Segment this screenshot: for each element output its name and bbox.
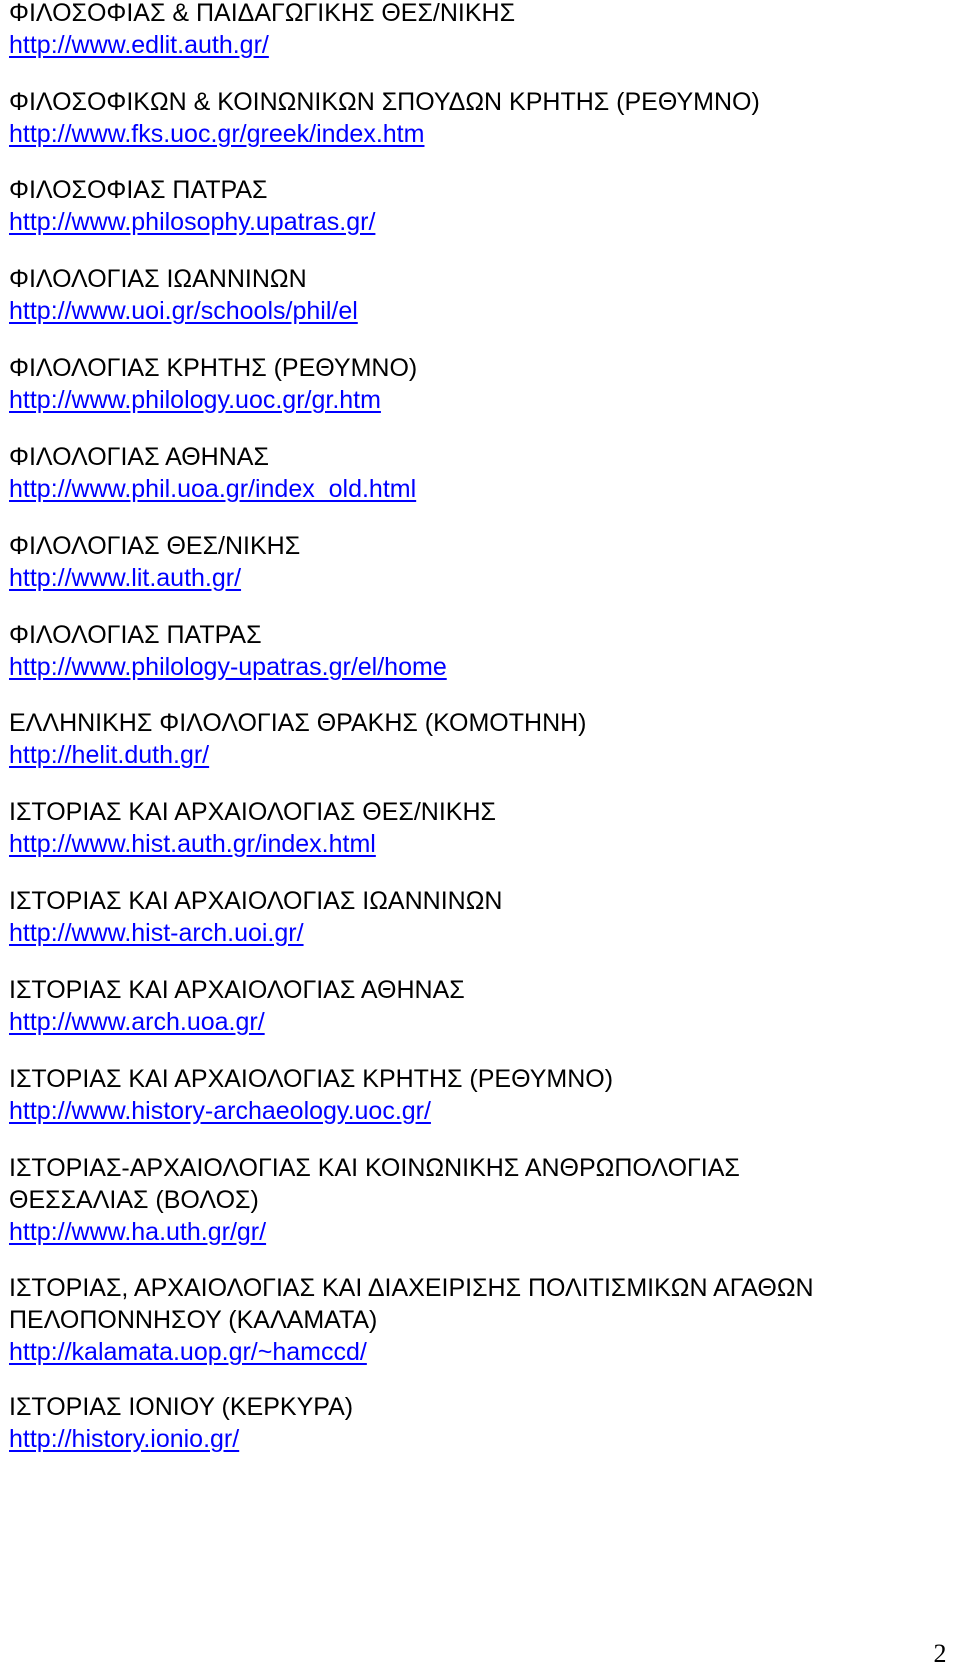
department-link[interactable]: http://www.philology-upatras.gr/el/home [9,653,447,681]
department-link[interactable]: http://kalamata.uop.gr/~hamccd/ [9,1338,367,1366]
department-entry [9,1391,949,1455]
department-entry [9,0,949,61]
department-name: ΙΣΤΟΡΙΑΣ ΚΑΙ ΑΡΧΑΙΟΛΟΓΙΑΣ ΙΩΑΝΝΙΝΩΝ [9,887,503,915]
department-entry [9,885,949,949]
department-entry [9,530,949,594]
department-name: ΦΙΛΟΛΟΓΙΑΣ ΑΘΗΝΑΣ [9,443,269,471]
department-entry [9,1063,949,1127]
department-name: ΙΣΤΟΡΙΑΣ ΚΑΙ ΑΡΧΑΙΟΛΟΓΙΑΣ ΚΡΗΤΗΣ (ΡΕΘΥΜΝΟ) [9,1065,614,1093]
department-name: ΙΣΤΟΡΙΑΣ ΙΟΝΙΟΥ (ΚΕΡΚΥΡΑ) [9,1393,354,1421]
department-link[interactable]: http://www.phil.uoa.gr/index_old.html [9,475,417,503]
department-name: ΦΙΛΟΣΟΦΙΚΩΝ & ΚΟΙΝΩΝΙΚΩΝ ΣΠΟΥΔΩΝ ΚΡΗΤΗΣ (ΡΕΘΥΜΝΟ) [9,88,760,116]
department-link[interactable]: http://www.hist.auth.gr/index.html [9,830,376,858]
department-name: ΙΣΤΟΡΙΑΣ ΚΑΙ ΑΡΧΑΙΟΛΟΓΙΑΣ ΑΘΗΝΑΣ [9,976,465,1004]
department-entry [9,619,949,683]
department-link[interactable]: http://www.edlit.auth.gr/ [9,31,269,59]
department-entry [9,86,949,150]
department-entry [9,263,949,327]
department-link[interactable]: http://helit.duth.gr/ [9,741,210,769]
department-link[interactable]: http://history.ionio.gr/ [9,1425,240,1453]
department-name: ΦΙΛΟΛΟΓΙΑΣ ΠΑΤΡΑΣ [9,621,262,649]
department-name: ΙΣΤΟΡΙΑΣ-ΑΡΧΑΙΟΛΟΓΙΑΣ ΚΑΙ ΚΟΙΝΩΝΙΚΗΣ ΑΝΘΡΩΠΟΛΟΓΙΑΣ ΘΕΣΣΑΛΙΑΣ (ΒΟΛΟΣ) [9,1154,740,1214]
department-name: ΦΙΛΟΣΟΦΙΑΣ & ΠΑΙΔΑΓΩΓΙΚΗΣ ΘΕΣ/ΝΙΚΗΣ [9,0,516,27]
department-entry [9,174,949,238]
department-name: ΦΙΛΟΛΟΓΙΑΣ ΚΡΗΤΗΣ (ΡΕΘΥΜΝΟ) [9,354,418,382]
department-entry [9,1152,829,1248]
department-link[interactable]: http://www.hist-arch.uoi.gr/ [9,919,304,947]
department-entry [9,441,949,505]
department-link[interactable]: http://www.fks.uoc.gr/greek/index.htm [9,120,425,148]
department-entry [9,707,949,771]
department-entry [9,796,949,860]
department-link[interactable]: http://www.philology.uoc.gr/gr.htm [9,386,381,414]
department-entry [9,352,949,416]
page-number: 2 [933,1639,947,1668]
department-name: ΦΙΛΟΛΟΓΙΑΣ ΙΩΑΝΝΙΝΩΝ [9,265,307,293]
department-name: ΙΣΤΟΡΙΑΣ, ΑΡΧΑΙΟΛΟΓΙΑΣ ΚΑΙ ΔΙΑΧΕΙΡΙΣΗΣ ΠΟΛΙΤΙΣΜΙΚΩΝ ΑΓΑΘΩΝ ΠΕΛΟΠΟΝΝΗΣΟΥ (ΚΑΛΑΜΑΤΑ) [9,1274,814,1334]
department-name: ΦΙΛΟΛΟΓΙΑΣ ΘΕΣ/ΝΙΚΗΣ [9,532,301,560]
department-name: ΕΛΛΗΝΙΚΗΣ ΦΙΛΟΛΟΓΙΑΣ ΘΡΑΚΗΣ (ΚΟΜΟΤΗΝΗ) [9,709,587,737]
department-link[interactable]: http://www.ha.uth.gr/gr/ [9,1218,267,1246]
department-link[interactable]: http://www.arch.uoa.gr/ [9,1008,265,1036]
department-link[interactable]: http://www.lit.auth.gr/ [9,564,242,592]
department-name: ΙΣΤΟΡΙΑΣ ΚΑΙ ΑΡΧΑΙΟΛΟΓΙΑΣ ΘΕΣ/ΝΙΚΗΣ [9,798,496,826]
department-name: ΦΙΛΟΣΟΦΙΑΣ ΠΑΤΡΑΣ [9,176,268,204]
department-entry [9,1272,949,1368]
department-link[interactable]: http://www.philosophy.upatras.gr/ [9,208,376,236]
department-link[interactable]: http://www.uoi.gr/schools/phil/el [9,297,358,325]
department-link[interactable]: http://www.history-archaeology.uoc.gr/ [9,1097,431,1125]
department-entry [9,974,949,1038]
